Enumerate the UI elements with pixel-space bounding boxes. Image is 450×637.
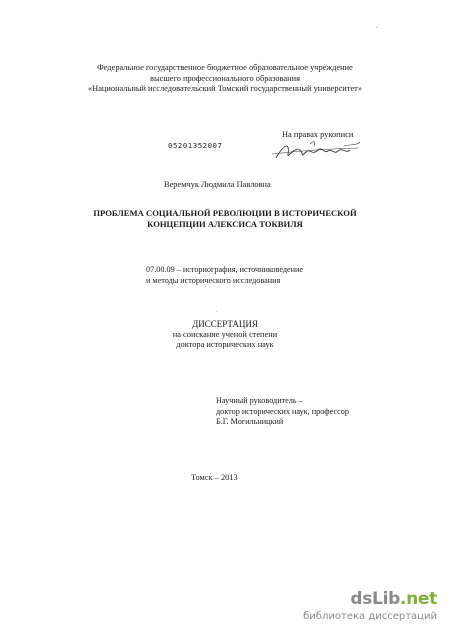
- institution-line: «Национальный исследовательский Томский государственный университет»: [87, 84, 363, 94]
- dissertation-line: доктора исторических наук: [176, 340, 274, 350]
- watermark-subtitle: библиотека диссертаций: [303, 611, 437, 622]
- supervisor-block: [216, 396, 349, 428]
- manuscript-rights-label: На правах рукописи: [282, 130, 354, 139]
- city-year: Томск – 2013: [191, 473, 238, 482]
- dissertation-line: на соискание ученой степени: [172, 329, 278, 339]
- specialty-code: [146, 265, 303, 286]
- supervisor-name: Б.Г. Могильницкий: [216, 417, 284, 427]
- handwritten-signature-icon: [270, 136, 362, 164]
- watermark-logo-main: dsLib: [350, 589, 400, 609]
- supervisor-line: доктор исторических наук, профессор: [216, 406, 349, 416]
- stray-mark: .: [376, 22, 378, 30]
- specialty-line: и методы исторического исследования: [146, 275, 281, 285]
- watermark-logo-tld: .net: [399, 589, 437, 609]
- institution-line: высшего профессионального образования: [150, 73, 300, 83]
- dissertation-block: [0, 319, 450, 351]
- institution-line: Федеральное государственное бюджетное образовательное учреждение: [97, 63, 353, 72]
- document-code: 05201352007: [168, 141, 223, 150]
- title-line: ПРОБЛЕМА СОЦИАЛЬНОЙ РЕВОЛЮЦИИ В ИСТОРИЧЕСКОЙ: [93, 208, 357, 218]
- dissertation-heading: ДИССЕРТАЦИЯ: [192, 319, 258, 329]
- author-name: Веремчук Людмила Павловна: [164, 180, 271, 189]
- dissertation-title: [0, 208, 450, 230]
- stray-mark: .: [216, 308, 218, 314]
- watermark-logo: [350, 589, 437, 609]
- specialty-line: 07.00.09 – историография, источниковедение: [146, 265, 304, 274]
- title-line: КОНЦЕПЦИИ АЛЕКСИСА ТОКВИЛЯ: [147, 219, 303, 229]
- institution-header: [0, 63, 450, 95]
- dslib-watermark[interactable]: [300, 589, 445, 629]
- supervisor-line: Научный руководитель –: [216, 396, 303, 405]
